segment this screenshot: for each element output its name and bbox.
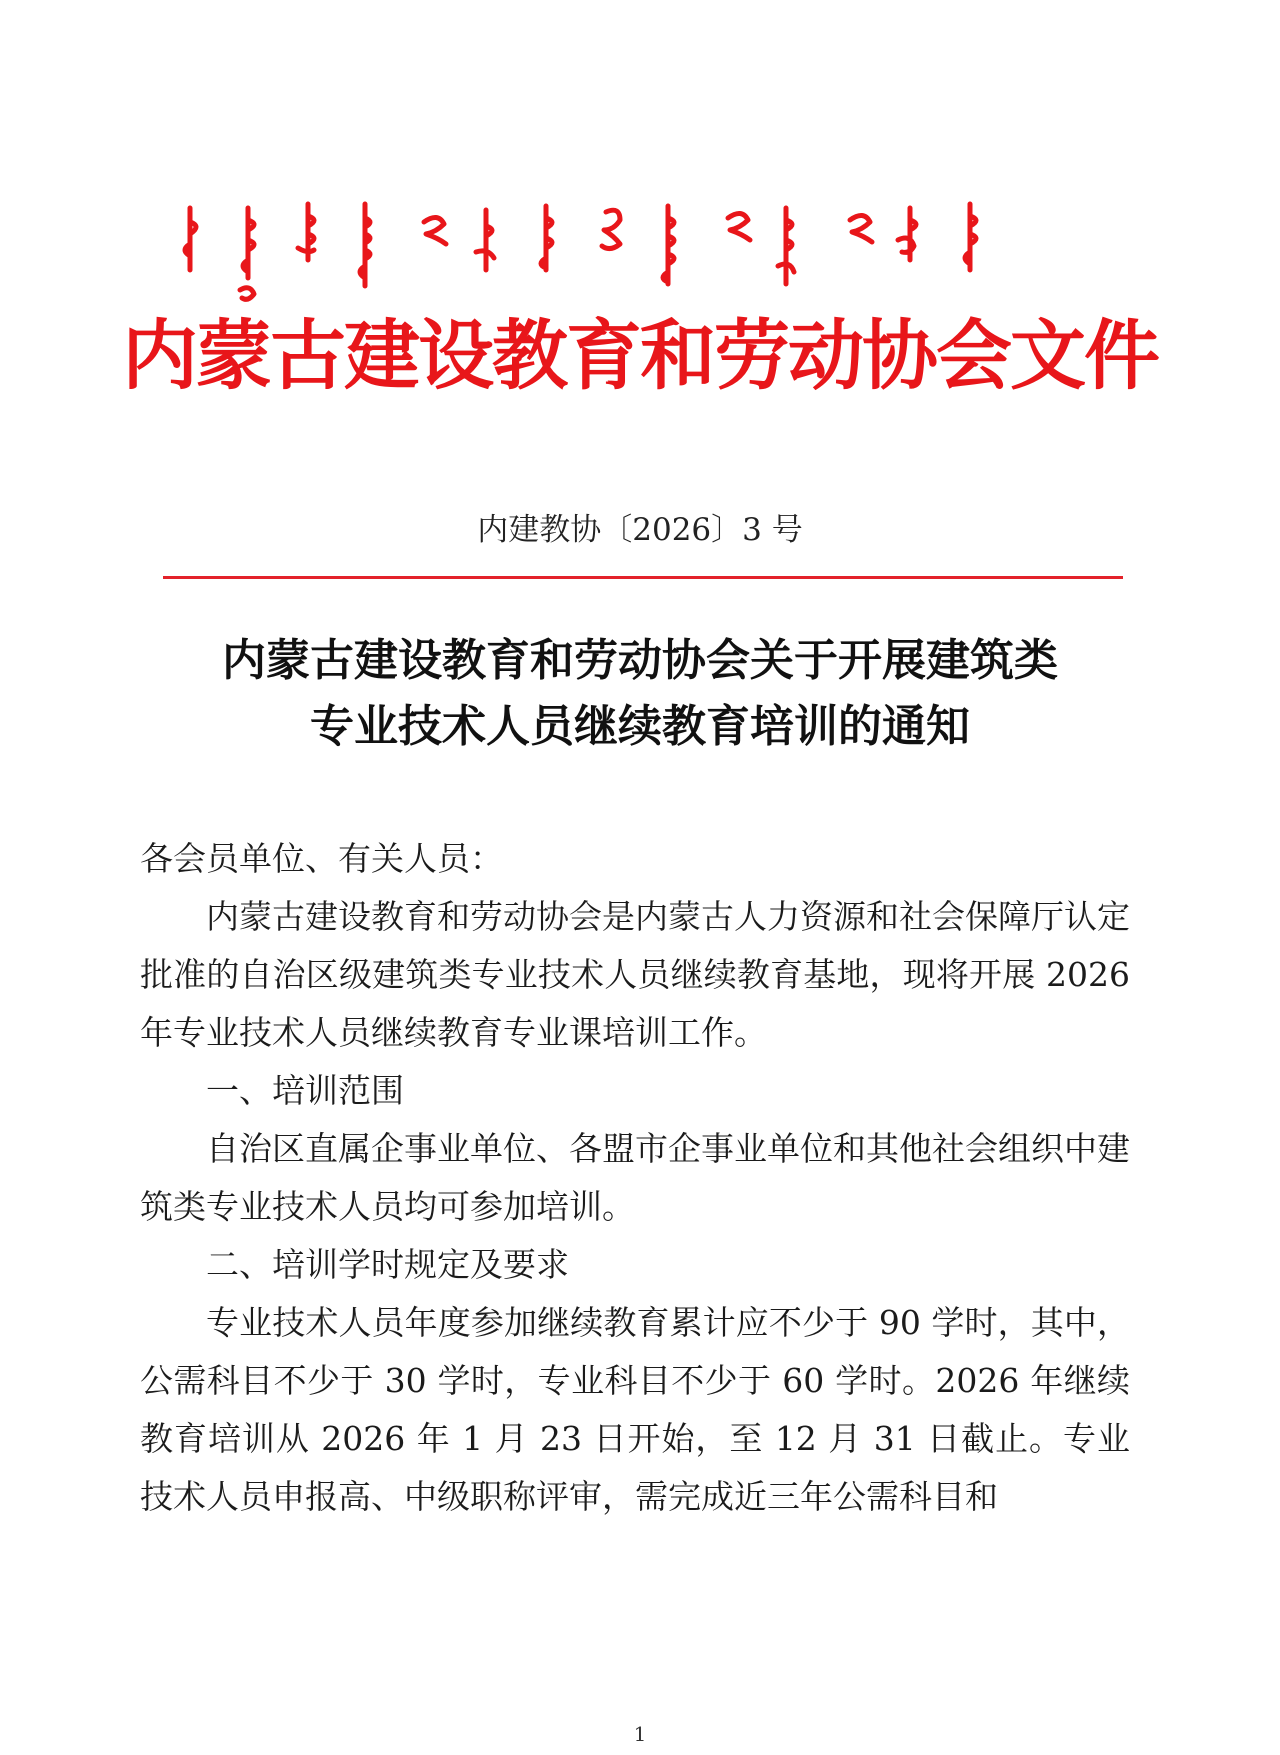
mongolian-script-header	[180, 200, 1100, 310]
document-number: 内建教协〔2026〕3 号	[477, 512, 803, 548]
body-paragraph: 自治区直属企事业单位、各盟市企事业单位和其他社会组织中建筑类专业技术人员均可参加培训。	[140, 1129, 1130, 1226]
mongolian-script-icon	[180, 200, 1100, 310]
body-paragraph: 内蒙古建设教育和劳动协会是内蒙古人力资源和社会保障厅认定批准的自治区级建筑类专业技术人员继续教育基地，现将开展 2026 年专业技术人员继续教育专业课培训工作。	[140, 897, 1130, 1052]
page-number: 1	[633, 1722, 647, 1746]
section-heading: 二、培训学时规定及要求	[206, 1245, 569, 1284]
document-body	[140, 830, 1130, 1526]
section-heading: 一、培训范围	[206, 1071, 404, 1110]
notice-title	[0, 628, 1280, 760]
org-header-title: 内蒙古建设教育和劳动协会文件	[122, 311, 1158, 400]
notice-title-line-1: 内蒙古建设教育和劳动协会关于开展建筑类	[222, 635, 1058, 686]
red-divider-line	[163, 576, 1123, 579]
body-paragraph: 专业技术人员年度参加继续教育累计应不少于 90 学时，其中，公需科目不少于 30 学时，专业科目不少于 60 学时。2026 年继续教育培训从 2026 年 1 月 23 日开始，至 12 月 31 日截止。专业技术人员申报高、中级职称评审，需完成近三年公需科目和	[140, 1303, 1130, 1516]
notice-title-line-2: 专业技术人员继续教育培训的通知	[310, 701, 970, 752]
salutation: 各会员单位、有关人员：	[140, 839, 503, 878]
